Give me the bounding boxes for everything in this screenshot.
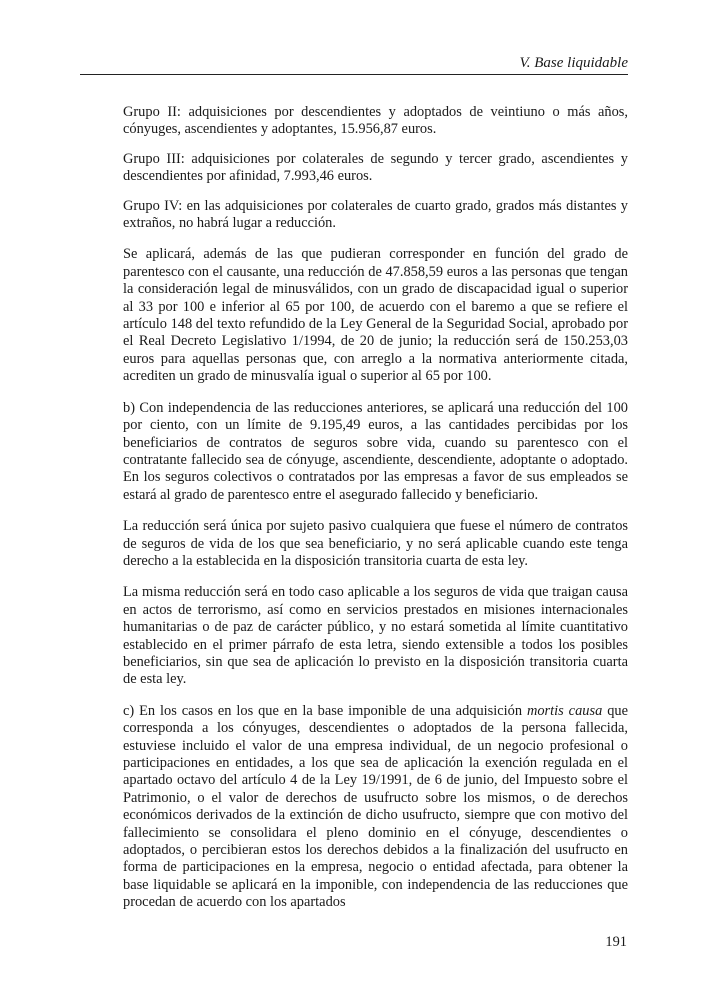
page-number: 191 xyxy=(605,934,627,950)
paragraph-reduccion-unica: La reducción será única por sujeto pasivo cualquiera que fuese el número de contratos de seguros de vida de los que sea beneficiario, y no será aplicable cuando este tenga derecho a la establecida en la disposición transitoria cuarta de esta ley. xyxy=(123,518,628,569)
page-body xyxy=(123,104,628,926)
paragraph-grupo-iii: Grupo III: adquisiciones por colaterales de segundo y tercer grado, ascendientes y descendientes por afinidad, 7.993,46 euros. xyxy=(123,150,628,185)
paragraph-c-empresa-individual xyxy=(123,703,628,912)
section-title: V. Base liquidable xyxy=(519,55,628,71)
paragraph-c-text-start: c) En los casos en los que en la base imponible de una adquisición xyxy=(123,702,527,719)
paragraph-grupo-ii: Grupo II: adquisiciones por descendientes y adoptados de veintiuno o más años, cónyuges, ascendientes y adoptantes, 15.956,87 euros. xyxy=(123,104,628,138)
paragraph-c-text-end: que corresponda a los cónyuges, descendientes o adoptados de la persona fallecida, estuviese incluido el valor de una empresa individual, de un negocio profesional o participaciones en entidades, a los que sea de aplicación la exención regulada en el apartado octavo del artículo 4 de la Ley 19/1991, de 6 de junio, del Impuesto sobre el Patrimonio, o el valor de derechos de usufructo sobre los mismos, o de derechos económicos derivados de la extinción de dicho usufructo, siempre que con motivo del fallecimiento se consolidara el pleno dominio en el cónyuge, descendientes o adoptados, o percibieran estos los derechos debidos a la finalización del usufructo en forma de participaciones en la empresa, negocio o entidad afectada, para obtener la base liquidable se aplicará en la imponible, con independencia de las reducciones que procedan de acuerdo con los apartados xyxy=(123,702,628,911)
paragraph-minusvalia: Se aplicará, además de las que pudieran corresponder en función del grado de parentesco con el causante, una reducción de 47.858,59 euros a las personas que tengan la consideración legal de minusválidos, con un grado de discapacidad igual o superior al 33 por 100 e inferior al 65 por 100, de acuerdo con el baremo a que se refiere el artículo 148 del texto refundido de la Ley General de la Seguridad Social, aprobado por el Real Decreto Legislativo 1/1994, de 20 de junio; la reducción será de 150.253,03 euros para aquellas personas que, con arreglo a la normativa anteriormente citada, acrediten un grado de minusvalía igual o superior al 65 por 100. xyxy=(123,246,628,385)
paragraph-grupo-iv: Grupo IV: en las adquisiciones por colaterales de cuarto grado, grados más distantes y extraños, no habrá lugar a reducción. xyxy=(123,197,628,232)
paragraph-b-seguros-vida: b) Con independencia de las reducciones anteriores, se aplicará una reducción del 100 por ciento, con un límite de 9.195,49 euros, a las cantidades percibidas por los beneficiarios de contratos de seguros sobre vida, cuando su parentesco con el contratante fallecido sea de cónyuge, ascendiente, descendiente, adoptante o adoptado. En los seguros colectivos o contratados por las empresas a favor de sus empleados se estará al grado de parentesco entre el asegurado fallecido y beneficiario. xyxy=(123,399,628,503)
paragraph-terrorismo: La misma reducción será en todo caso aplicable a los seguros de vida que traigan causa en actos de terrorismo, así como en servicios prestados en misiones internacionales humanitarias o de paz de carácter público, y no estará sometida al límite cuantitativo establecido en el primer párrafo de esta letra, siendo extensible a todos los posibles beneficiarios, sin que sea de aplicación lo previsto en la disposición transitoria cuarta de esta ley. xyxy=(123,584,628,688)
running-header xyxy=(80,56,628,75)
paragraph-c-italic-term: mortis causa xyxy=(526,702,603,719)
